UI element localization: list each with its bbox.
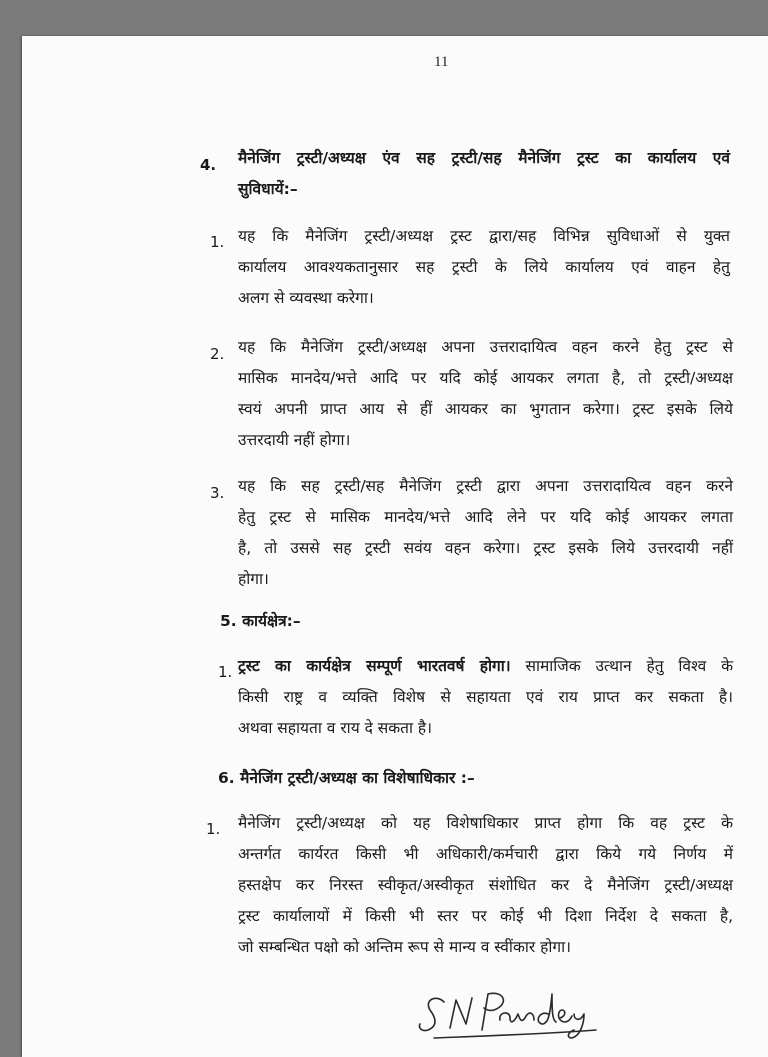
paragraph-line: किसी राष्ट्र व व्यक्ति विशेष से सहायता एवं राय प्राप्त कर सकता है। <box>238 688 733 706</box>
paragraph-line: उत्तरदायी नहीं होगा। <box>238 431 351 449</box>
section-4-heading <box>238 143 730 205</box>
paragraph-line: कार्यालय आवश्यकतानुसार सह ट्रस्टी के लिये कार्यालय एवं वाहन हेतु <box>238 258 730 276</box>
paragraph-line: जो सम्बन्धित पक्षो को अन्तिम रूप से मान्य व स्वींकार होगा। <box>238 938 571 956</box>
paragraph-line: हस्तक्षेप कर निरस्त स्वीकृत/अस्वीकृत संशोधित कर दे मैनेजिंग ट्रस्टी/अध्यक्ष <box>238 876 733 894</box>
paragraph-line <box>238 651 733 682</box>
item-number: 3. <box>210 484 225 502</box>
paragraph-line: यह कि मैनेजिंग ट्रस्टी/अध्यक्ष ट्रस्ट द्वारा/सह विभिन्न सुविधाओं से युक्त <box>238 227 730 245</box>
page-number: 11 <box>434 54 449 70</box>
section-6-heading: 6. मैनेजिंग ट्रस्टी/अध्यक्ष का विशेषाधिकार :– <box>218 769 475 787</box>
paragraph-line: अथवा सहायता व राय दे सकता है। <box>238 719 433 737</box>
item-number: 1. <box>206 820 221 838</box>
section-4-item-2 <box>238 332 733 456</box>
paragraph-line: मैनेजिंग ट्रस्टी/अध्यक्ष को यह विशेषाधिकार प्राप्त होगा कि वह ट्रस्ट के <box>238 814 733 832</box>
section-4-number: 4. <box>200 156 217 174</box>
paragraph-line: मासिक मानदेय/भत्ते आदि पर यदि कोई आयकर लगता है, तो ट्रस्टी/अध्यक्ष <box>238 369 733 387</box>
paragraph-line: यह कि सह ट्रस्टी/सह मैनेजिंग ट्रस्टी द्वारा अपना उत्तरादायित्व वहन करने <box>238 477 733 495</box>
section-6-item-1 <box>238 808 733 963</box>
paragraph-line: अलग से व्यवस्था करेगा। <box>238 289 374 307</box>
bold-statement: ट्रस्ट का कार्यक्षेत्र सम्पूर्ण भारतवर्ष होगा। <box>238 657 511 675</box>
paragraph-line: यह कि मैनेजिंग ट्रस्टी/अध्यक्ष अपना उत्तरादायित्व वहन करने हेतु ट्रस्ट से <box>238 338 733 356</box>
section-4-heading-line: सुविधायें:– <box>238 180 298 198</box>
paragraph-line: स्वयं अपनी प्राप्त आय से हीं आयकर का भुगतान करेगा। ट्रस्ट इसके लिये <box>238 400 733 418</box>
item-number: 1. <box>218 663 233 681</box>
section-4-item-1 <box>238 221 730 314</box>
statement-rest: सामाजिक उत्थान हेतु विश्व के <box>510 657 733 675</box>
section-4-item-3 <box>238 471 733 595</box>
section-5-heading: 5. कार्यक्षेत्र:– <box>220 612 301 630</box>
paragraph-line: हेतु ट्रस्ट से मासिक मानदेय/भत्ते आदि लेने पर यदि कोई आयकर लगता <box>238 508 733 526</box>
paragraph-line: अन्तर्गत कार्यरत किसी भी अधिकारी/कर्मचारी द्वारा किये गये निर्णय में <box>238 845 733 863</box>
item-number: 2. <box>210 345 225 363</box>
item-number: 1. <box>210 233 225 251</box>
paragraph-line: ट्रस्ट कार्यालायों में किसी भी स्तर पर कोई भी दिशा निर्देश दे सकता है, <box>238 907 733 925</box>
section-4-heading-line: मैनेजिंग ट्रस्टी/अध्यक्ष एंव सह ट्रस्टी/सह मैनेजिंग ट्रस्ट का कार्यालय एवं <box>238 149 730 167</box>
paragraph-line: है, तो उससे सह ट्रस्टी सवंय वहन करेगा। ट्रस्ट इसके लिये उत्तरदायी नहीं <box>238 539 733 557</box>
section-5-item-1 <box>238 651 733 744</box>
paragraph-line: होगा। <box>238 570 269 588</box>
handwritten-signature <box>414 964 604 1044</box>
